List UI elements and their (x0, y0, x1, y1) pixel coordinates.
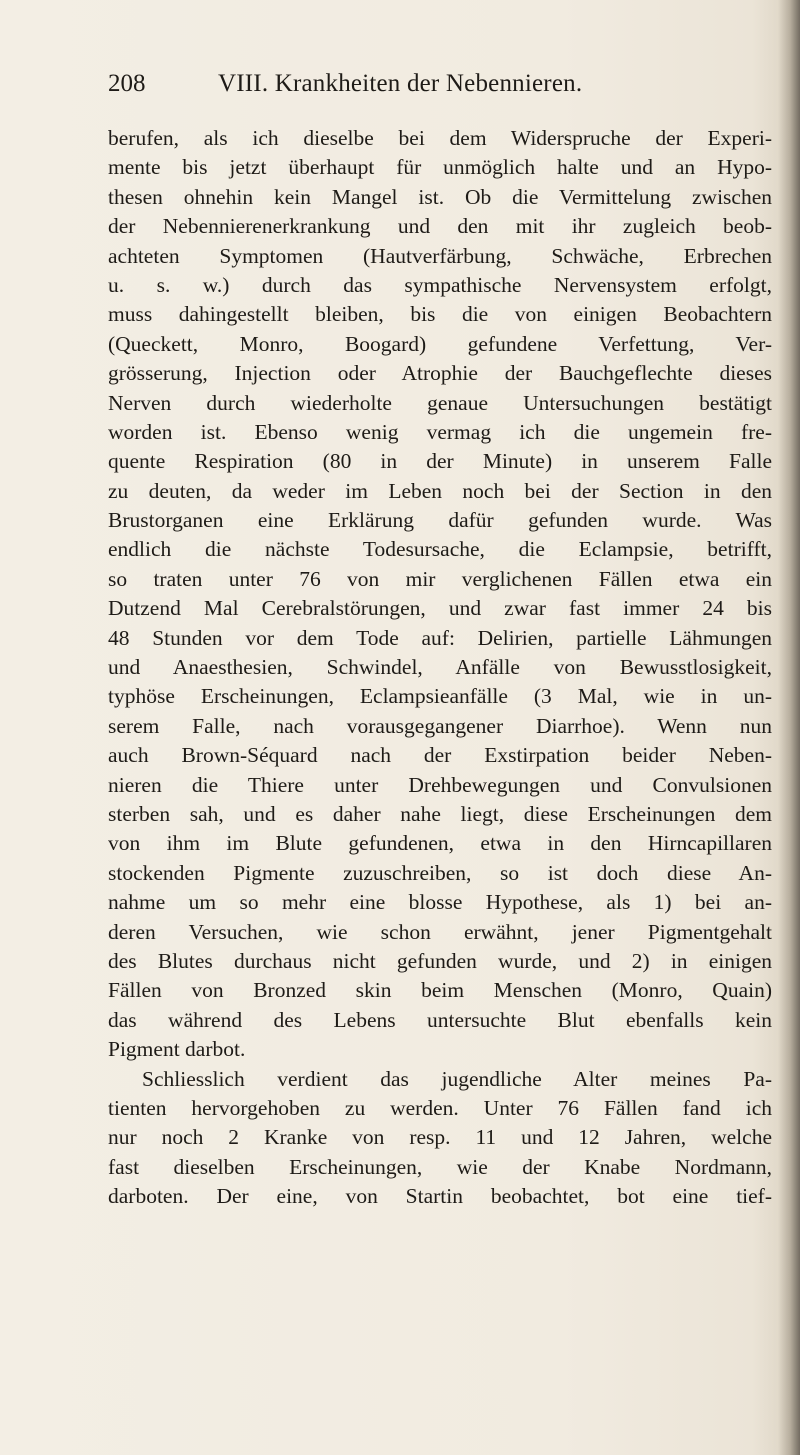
text-line: Dutzend Mal Cerebralstörungen, und zwar fast immer 24 bis (108, 596, 772, 621)
running-head (108, 64, 668, 104)
text-line: muss dahingestellt bleiben, bis die von einigen Beobachtern (108, 302, 772, 327)
text-line: stockenden Pigmente zuzuschreiben, so ist doch diese An- (108, 860, 772, 885)
text-line: berufen, als ich dieselbe bei dem Widerspruche der Experi- (108, 126, 772, 150)
text-line: sterben sah, und es daher nahe liegt, diese Erscheinungen dem (108, 801, 772, 826)
text-line: quente Respiration (80 in der Minute) in unserem Falle (108, 449, 772, 474)
text-line: u. s. w.) durch das sympathische Nervensystem erfolgt, (108, 272, 772, 297)
text-line: des Blutes durchaus nicht gefunden wurde, und 2) in einigen (108, 948, 772, 973)
text-line: thesen ohnehin kein Mangel ist. Ob die Vermittelung zwischen (108, 184, 772, 209)
text-line: nahme um so mehr eine blosse Hypothese, als 1) bei an- (108, 890, 772, 915)
text-line: endlich die nächste Todesursache, die Eclampsie, betrifft, (108, 537, 772, 562)
text-line: achteten Symptomen (Hautverfärbung, Schwäche, Erbrechen (108, 243, 772, 268)
text-line: grösserung, Injection oder Atrophie der Bauchgeflechte dieses (108, 361, 772, 386)
paragraph-start-line: Schliesslich verdient das jugendliche Alter meines Pa- (142, 1066, 772, 1091)
paragraph-end-line: Pigment darbot. (108, 1037, 246, 1062)
text-line: zu deuten, da weder im Leben noch bei der Section in den (108, 478, 772, 503)
text-line: und Anaesthesien, Schwindel, Anfälle von Bewusstlosigkeit, (108, 655, 772, 680)
text-line: mente bis jetzt überhaupt für unmöglich halte und an Hypo- (108, 155, 772, 180)
text-line: deren Versuchen, wie schon erwähnt, jener Pigmentgehalt (108, 919, 772, 944)
text-line: tienten hervorgehoben zu werden. Unter 76 Fällen fand ich (108, 1095, 772, 1120)
text-line: serem Falle, nach vorausgegangener Diarrhoe). Wenn nun (108, 713, 772, 738)
text-line: auch Brown-Séquard nach der Exstirpation beider Neben- (108, 743, 772, 768)
text-line: fast dieselben Erscheinungen, wie der Knabe Nordmann, (108, 1154, 772, 1179)
text-line: das während des Lebens untersuchte Blut ebenfalls kein (108, 1007, 772, 1032)
text-line: Brustorganen eine Erklärung dafür gefunden wurde. Was (108, 508, 772, 533)
text-line: so traten unter 76 von mir verglichenen Fällen etwa ein (108, 566, 772, 591)
text-line: der Nebennierenerkrankung und den mit ihr zugleich beob- (108, 214, 772, 239)
page-edge-shadow (778, 0, 800, 1455)
text-line: nur noch 2 Kranke von resp. 11 und 12 Jahren, welche (108, 1125, 772, 1150)
chapter-title: VIII. Krankheiten der Nebennieren. (218, 70, 583, 97)
text-line: typhöse Erscheinungen, Eclampsieanfälle (3 Mal, wie in un- (108, 684, 772, 709)
text-line: Nerven durch wiederholte genaue Untersuchungen bestätigt (108, 390, 772, 415)
body-text (108, 124, 772, 1211)
text-line: Fällen von Bronzed skin beim Menschen (Monro, Quain) (108, 978, 772, 1003)
text-line: worden ist. Ebenso wenig vermag ich die ungemein fre- (108, 419, 772, 444)
text-line: 48 Stunden vor dem Tode auf: Delirien, partielle Lähmungen (108, 625, 772, 650)
text-line: (Queckett, Monro, Boogard) gefundene Verfettung, Ver- (108, 331, 772, 356)
text-line: darboten. Der eine, von Startin beobachtet, bot eine tief- (108, 1184, 772, 1209)
page-number: 208 (108, 70, 146, 97)
text-line: von ihm im Blute gefundenen, etwa in den Hirncapillaren (108, 831, 772, 856)
text-line: nieren die Thiere unter Drehbewegungen und Convulsionen (108, 772, 772, 797)
